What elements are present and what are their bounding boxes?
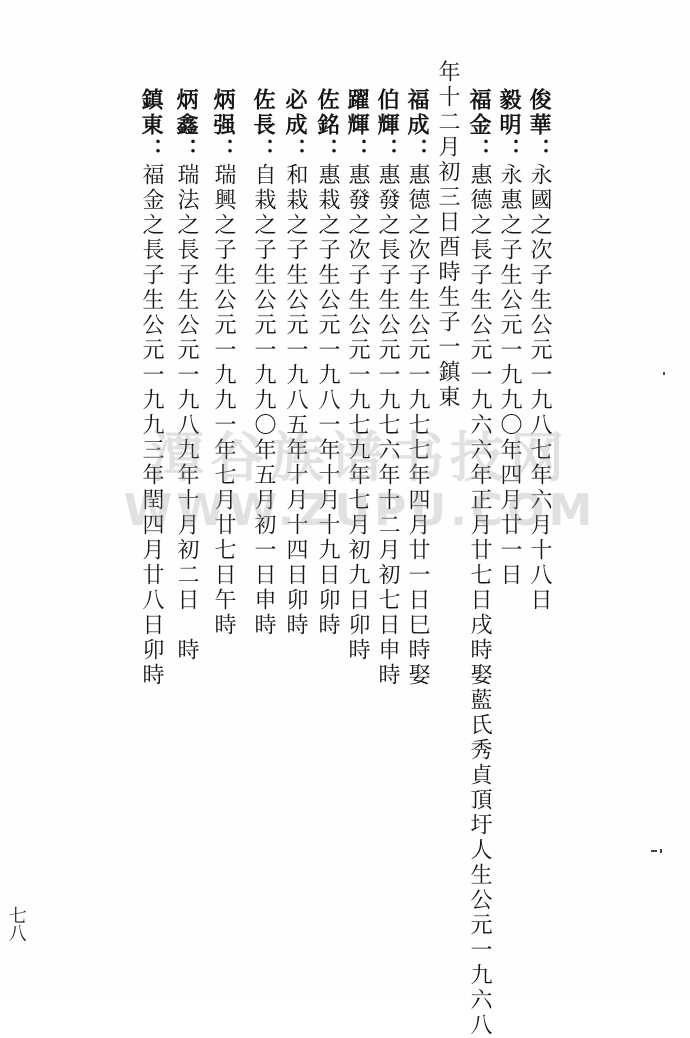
entry-text: 永惠之子生公元一九九〇年四月廿一日 [497, 163, 522, 588]
entry-name: 躍輝： [344, 88, 370, 163]
genealogy-entry-bingqiang [212, 88, 234, 638]
entry-text: 瑞法之長子生公元一九八九年十月初二日 時 [174, 163, 199, 663]
entry-text: 惠栽之子生公元一九八一年十月十九日卯時 [315, 163, 340, 638]
entry-name: 炳鑫： [173, 88, 199, 163]
genealogy-entry-yuehui [346, 88, 368, 663]
watermark-chinese-text: 潭谷族谱书技网 [150, 426, 570, 489]
scan-speck [660, 849, 662, 853]
entry-name: 佐銘： [314, 88, 340, 163]
genealogy-entry-zuoming [316, 88, 338, 638]
genealogy-entry-bohui [376, 88, 398, 688]
scan-speck [663, 372, 665, 375]
scan-speck [651, 850, 657, 852]
entry-text: 惠德之長子生公元一九六六年正月廿七日戌時娶藍氏秀貞頂圩人生公元一九六八 [467, 163, 492, 1038]
entry-name: 必成： [282, 88, 308, 163]
entry-name: 福金： [466, 88, 492, 163]
genealogy-entry-junhua [528, 88, 550, 613]
entry-name: 毅明： [496, 88, 522, 163]
entry-text: 自栽之子生公元一九九〇年五月初一日申時 [251, 163, 276, 638]
page-number: 七八 [5, 906, 27, 942]
entry-name: 福成： [404, 88, 430, 163]
entry-text: 年十二月初三日酉時生子一鎮東 [435, 60, 460, 410]
genealogy-entry-bicheng [284, 88, 306, 638]
entry-name: 俊華： [526, 88, 552, 163]
genealogy-entry-fujin-continued [436, 60, 458, 410]
entry-text: 瑞興之子生公元一九九一年七月廿七日午時 [211, 163, 236, 638]
entry-text: 惠發之次子生公元一九七九年七月初九日卯時 [345, 163, 370, 663]
entry-name: 伯輝： [374, 88, 400, 163]
watermark-url-text: WWW.ZUPU.COM [123, 485, 597, 537]
genealogy-entry-fujin [468, 88, 490, 1038]
entry-text: 永國之次子生公元一九八七年六月十八日 [527, 163, 552, 613]
entry-text: 和栽之子生公元一九八五年十月十四日卯時 [283, 163, 308, 638]
genealogy-entry-bingxin [175, 88, 197, 663]
entry-name: 鎮東： [138, 88, 164, 163]
entry-name: 炳强： [210, 88, 236, 163]
entry-name: 佐長： [250, 88, 276, 163]
genealogy-entry-zhendong [140, 88, 162, 688]
entry-text: 福金之長子生公元一九九三年閏四月廿八日卯時 [139, 163, 164, 688]
entry-text: 惠德之次子生公元一九七七年四月廿一日巳時娶 [405, 163, 430, 688]
genealogy-entry-fucheng [406, 88, 428, 688]
entry-text: 惠發之長子生公元一九七六年十二月初七日申時 [375, 163, 400, 688]
genealogy-entry-yiming [498, 88, 520, 588]
genealogy-entry-zuochang [252, 88, 274, 638]
